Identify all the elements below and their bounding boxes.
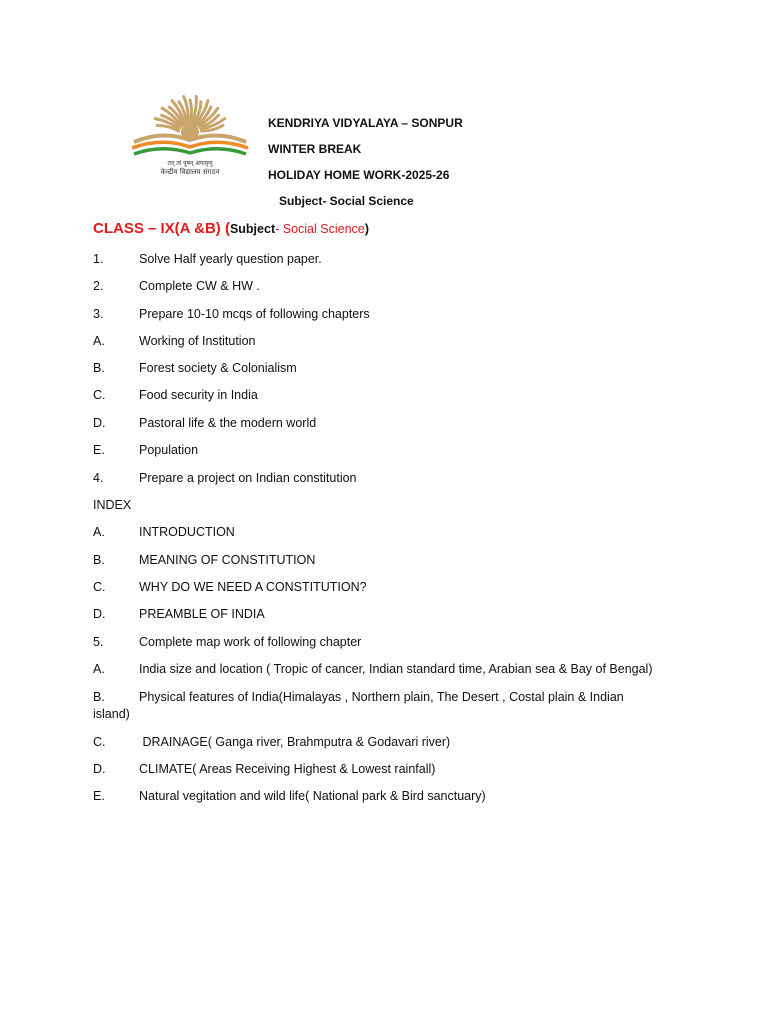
item-text: Complete CW & HW . bbox=[139, 279, 260, 293]
item-marker: A. bbox=[93, 334, 105, 348]
item-marker: 3. bbox=[93, 307, 104, 321]
item-text: MEANING OF CONSTITUTION bbox=[139, 553, 316, 567]
item-marker: B. bbox=[93, 361, 105, 375]
close-paren: ) bbox=[364, 221, 370, 236]
class-label: CLASS – IX(A &B) bbox=[93, 220, 225, 237]
sun-ray-icon bbox=[190, 100, 192, 122]
list-item bbox=[93, 306, 693, 323]
book-green-band-icon bbox=[134, 149, 246, 154]
item-text: PREAMBLE OF INDIA bbox=[139, 607, 265, 621]
item-marker: B. bbox=[93, 553, 105, 567]
item-text: INTRODUCTION bbox=[139, 525, 235, 539]
item-text: Working of Institution bbox=[139, 334, 256, 348]
item-marker: C. bbox=[93, 388, 106, 402]
list-item bbox=[93, 251, 693, 268]
item-text: CLIMATE( Areas Receiving Highest & Lowest rainfall) bbox=[139, 762, 436, 776]
list-item bbox=[93, 689, 653, 723]
break-title: WINTER BREAK bbox=[268, 142, 362, 156]
homework-title: HOLIDAY HOME WORK-2025-26 bbox=[268, 168, 450, 182]
open-paren: ( bbox=[224, 220, 230, 237]
list-item bbox=[93, 552, 693, 569]
item-marker: C. bbox=[93, 580, 106, 594]
index-heading bbox=[93, 497, 693, 514]
item-text: Population bbox=[139, 443, 199, 457]
item-text: Forest society & Colonialism bbox=[139, 361, 297, 375]
list-item bbox=[93, 788, 693, 805]
item-marker: E. bbox=[93, 443, 105, 457]
item-text: Solve Half yearly question paper. bbox=[139, 252, 322, 266]
item-marker: 1. bbox=[93, 252, 104, 266]
list-item bbox=[93, 606, 693, 623]
item-marker: A. bbox=[93, 662, 105, 676]
item-text: Complete map work of following chapter bbox=[139, 635, 362, 649]
list-item bbox=[93, 579, 693, 596]
item-text: DRAINAGE( Ganga river, Brahmputra & Godavari river) bbox=[139, 735, 451, 749]
item-marker: A. bbox=[93, 525, 105, 539]
book-saffron-band-icon bbox=[132, 142, 248, 148]
item-text: Prepare a project on Indian constitution bbox=[139, 471, 357, 485]
item-marker: C. bbox=[93, 735, 106, 749]
school-name: KENDRIYA VIDYALAYA – SONPUR bbox=[268, 116, 463, 130]
sun-book-emblem-icon bbox=[126, 92, 254, 158]
list-item bbox=[93, 634, 693, 651]
list-item bbox=[93, 524, 693, 541]
list-item bbox=[93, 734, 693, 751]
item-marker: D. bbox=[93, 607, 106, 621]
item-text: Physical features of India(Himalayas , Northern plain, The Desert , Costal plain & Indian island) bbox=[93, 690, 624, 721]
list-item bbox=[93, 415, 693, 432]
list-item bbox=[93, 661, 693, 678]
item-text: Pastoral life & the modern world bbox=[139, 416, 317, 430]
item-text: India size and location ( Tropic of cancer, Indian standard time, Arabian sea & Bay of Bengal) bbox=[139, 662, 653, 676]
list-item bbox=[93, 470, 693, 487]
class-heading bbox=[93, 220, 369, 237]
kvs-logo bbox=[126, 92, 254, 182]
list-item bbox=[93, 761, 693, 778]
list-item bbox=[93, 333, 693, 350]
list-item bbox=[93, 278, 693, 295]
item-marker: D. bbox=[93, 416, 106, 430]
item-marker: B. bbox=[93, 690, 105, 704]
item-text: Natural vegitation and wild life( National park & Bird sanctuary) bbox=[139, 789, 486, 803]
item-marker: 5. bbox=[93, 635, 104, 649]
subject-prefix: Subject bbox=[229, 222, 276, 236]
item-marker: 2. bbox=[93, 279, 104, 293]
list-item bbox=[93, 442, 693, 459]
item-marker: 4. bbox=[93, 471, 104, 485]
list-item bbox=[93, 387, 693, 404]
item-text: WHY DO WE NEED A CONSTITUTION? bbox=[139, 580, 367, 594]
item-text: Food security in India bbox=[139, 388, 258, 402]
subject-value: - Social Science bbox=[275, 222, 365, 236]
item-text: Prepare 10-10 mcqs of following chapters bbox=[139, 307, 370, 321]
logo-organization: केन्द्रीय विद्यालय संगठन bbox=[160, 168, 220, 176]
logo-motto: तत् त्वं पूषन् अपावृणु bbox=[167, 160, 213, 167]
item-text: INDEX bbox=[93, 498, 132, 512]
list-item bbox=[93, 360, 693, 377]
item-marker: E. bbox=[93, 789, 105, 803]
subject-title: Subject- Social Science bbox=[279, 194, 414, 208]
item-marker: D. bbox=[93, 762, 106, 776]
